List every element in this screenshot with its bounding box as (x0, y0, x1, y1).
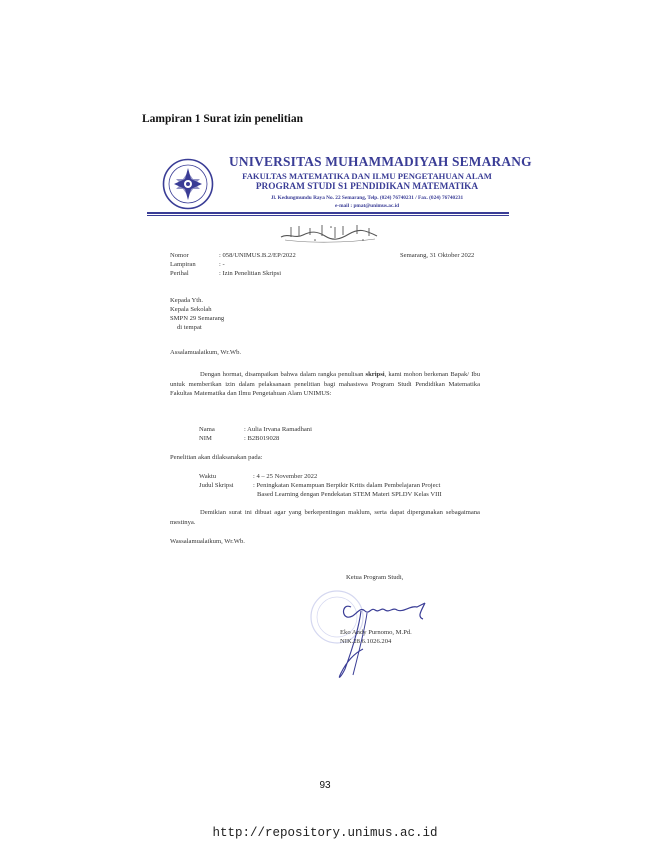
lampiran-label: Lampiran (170, 261, 196, 268)
intro-text-after: , kami mohon berkenan Bapak/ Ibu untuk memberikan izin dalam pelaksanaan penelitian bagi mahasiswa Program Studi Pendidikan Matematika Fakultas Matematika dan Ilmu Pengetahuan Alam UNIMUS: (170, 371, 480, 398)
nama-label: Nama (199, 426, 215, 433)
permit-letter (147, 150, 532, 670)
nomor-label: Nomor (170, 252, 189, 259)
waktu-label: Waktu (199, 473, 217, 480)
lampiran-value: : - (219, 261, 225, 268)
attachment-caption: Lampiran 1 Surat izin penelitian (142, 113, 304, 125)
nim-label: NIM (199, 435, 212, 442)
recipient-line: Kepala Sekolah (170, 306, 212, 313)
waktu-value: : 4 – 25 November 2022 (253, 473, 318, 480)
place-date: Semarang, 31 Oktober 2022 (400, 252, 475, 259)
judul-label: Judul Skripsi (199, 482, 234, 489)
study-program-name: PROGRAM STUDI S1 PENDIDIKAN MATEMATIKA (255, 182, 479, 192)
intro-text-before: Dengan hormat, disampaikan bahwa dalam rangka penulisan (200, 371, 366, 378)
nim-value: : B2B019028 (244, 435, 280, 442)
signatory-name: Eko Andy Purnomo, M.Pd. (340, 629, 412, 636)
page-number: 93 (319, 780, 331, 791)
judul-value-line2: Based Learning dengan Pendekatan STEM Materi SPLDV Kelas VIII (257, 491, 442, 498)
recipient-line: Kepada Yth. (170, 297, 204, 304)
research-intro: Penelitian akan dilaksanakan pada: (170, 454, 263, 461)
repository-url: http://repository.unimus.ac.id (212, 826, 438, 840)
letterhead-divider (147, 212, 509, 214)
nama-value: : Aulia Irvana Ramadhani (244, 426, 312, 433)
judul-value-line1: : Peningkatan Kemampuan Berpikir Kritis dalam Pembelajaran Project (253, 482, 441, 489)
signatory-nik: NIK.28.6.1026.204 (340, 638, 392, 645)
recipient-line: SMPN 29 Semarang (170, 315, 225, 322)
nomor-value: : 058/UNIMUS.B.2/EP/2022 (219, 252, 296, 259)
letterhead-divider-thin (147, 215, 509, 216)
intro-text-bold: skripsi (365, 371, 385, 378)
university-name: UNIVERSITAS MUHAMMADIYAH SEMARANG (229, 154, 532, 169)
signatory-title: Ketua Program Studi, (346, 574, 404, 581)
closing-paragraph: Demikian surat ini dibuat agar yang berkepentingan maklum, serta dapat dipergunakan sebagaimana mestinya. (170, 509, 480, 526)
university-seal-icon (162, 158, 214, 210)
recipient-line: di tempat (177, 324, 202, 331)
greeting: Assalamualaikum, Wr.Wb. (170, 349, 242, 356)
bismillah-calligraphy-icon (277, 222, 382, 244)
intro-paragraph (170, 370, 480, 399)
university-address: Jl. Kedungmundu Raya No. 22 Semarang, Telp. (024) 76740231 / Fax. (024) 76740231 (270, 195, 464, 201)
farewell: Wassalamualaikum, Wr.Wb. (170, 538, 245, 545)
faculty-name: FAKULTAS MATEMATIKA DAN ILMU PENGETAHUAN ALAM (242, 171, 492, 181)
university-email: e-mail : pmat@unimus.ac.id (334, 203, 400, 209)
perihal-value: : Izin Penelitian Skripsi (219, 270, 282, 277)
perihal-label: Perihal (170, 270, 189, 277)
